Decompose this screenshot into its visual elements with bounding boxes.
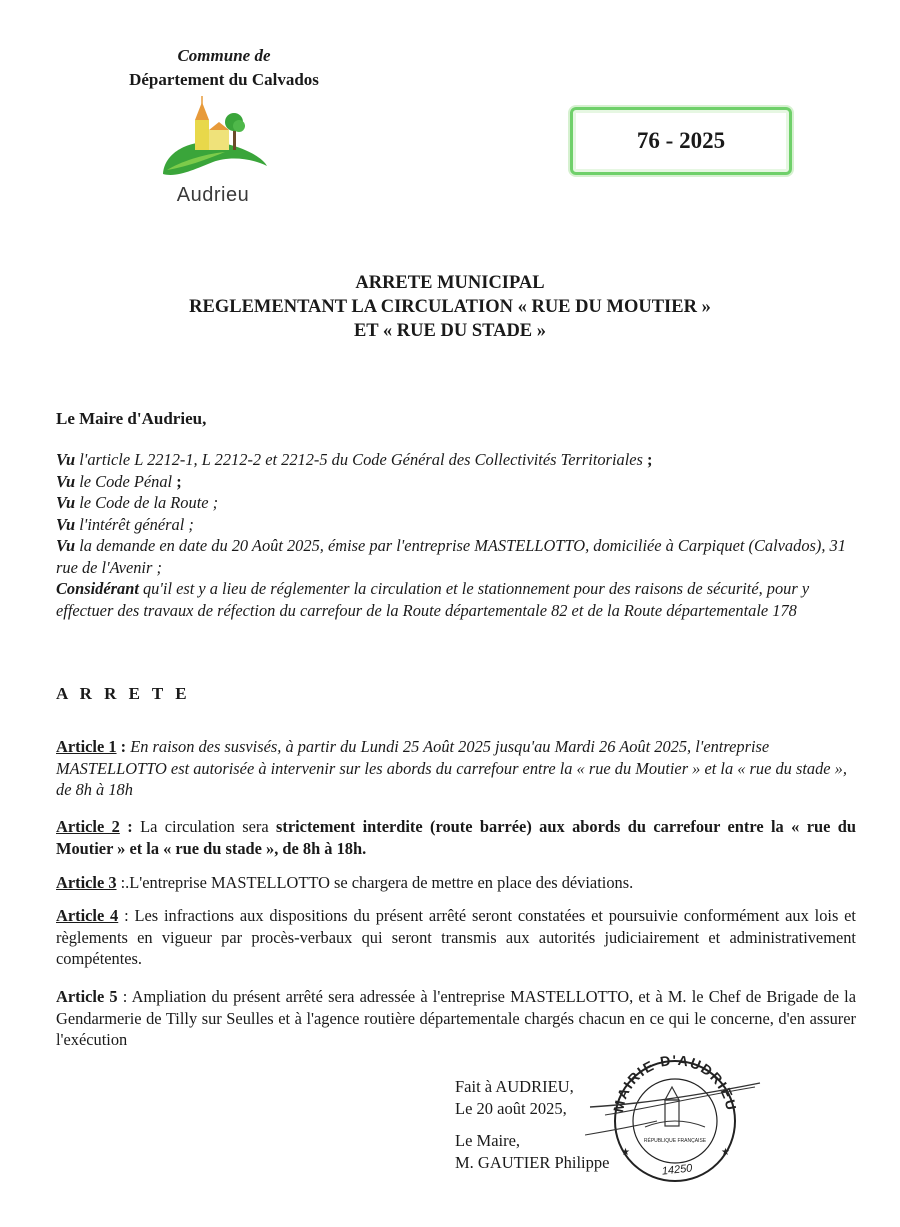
- vu-line-1: [56, 449, 856, 471]
- article-text: :.L'entreprise MASTELLOTTO se chargera de mettre en place des déviations.: [116, 873, 634, 892]
- vu-text: l'article L 2212-1, L 2212-2 et 2212-5 du Code Général des Collectivités Territoriales: [75, 450, 647, 469]
- commune-line: Commune de: [177, 46, 271, 65]
- vu-text: la demande en date du 20 Août 2025, émise par l'entreprise MASTELLOTTO, domiciliée à Carpiquet (Calvados), 31 rue de l'Avenir ;: [56, 536, 846, 577]
- arrete-heading: A R R E T E: [56, 684, 191, 703]
- svg-text:★: ★: [721, 1147, 730, 1158]
- vu-text: le Code Pénal: [75, 471, 177, 491]
- signature-date: Le 20 août 2025,: [455, 1099, 567, 1118]
- title-line-3: ET « RUE DU STADE »: [353, 321, 547, 341]
- commune-header: [108, 44, 340, 92]
- article-2: [56, 816, 856, 859]
- article-4: [56, 905, 856, 970]
- stamp-postcode: 14250: [661, 1162, 693, 1178]
- article-separator: :: [119, 817, 141, 836]
- article-text-bold: strictement interdite (route barrée) aux abords du carrefour entre la « rue du Moutier » et la « rue du stade », de 8h à 18h.: [56, 817, 857, 858]
- signature-name: M. GAUTIER Philippe: [455, 1153, 610, 1172]
- considerant-text: qu'il est y a lieu de réglementer la circulation et le stationnement pour des raisons de sécurité, pour y effectuer des travaux de réfection du carrefour de la Route départementale 82 et de la Route départementale 178: [56, 579, 810, 620]
- article-3: [56, 872, 856, 894]
- vu-lead: Vu: [56, 536, 76, 555]
- vu-text: le Code de la Route ;: [75, 493, 219, 512]
- article-label: Article 4: [56, 906, 119, 925]
- department-line: Département du Calvados: [129, 70, 319, 89]
- vu-line-5: [56, 535, 856, 578]
- article-text: En raison des susvisés, à partir du Lundi 25 Août 2025 jusqu'au Mardi 26 Août 2025, l'entreprise MASTELLOTTO est autorisée à intervenir sur les abords du carrefour entre la « rue du Moutier » et la « rue du stade », de 8h à 18h: [56, 737, 847, 799]
- vu-line-2: [56, 471, 856, 493]
- stamp-ring-text: MAIRIE D'AUDRIEU: [610, 1051, 740, 1114]
- reference-number: 76 - 2025: [570, 107, 792, 175]
- vu-lead: Vu: [56, 514, 76, 534]
- article-5: [56, 986, 856, 1051]
- article-label: Article 5: [56, 987, 118, 1006]
- svg-text:★: ★: [621, 1147, 630, 1158]
- vu-block: [56, 449, 856, 621]
- mairie-stamp: [585, 1045, 765, 1185]
- article-text: La circulation sera: [140, 817, 277, 836]
- vu-lead: Vu: [56, 493, 76, 512]
- vu-line-3: [56, 492, 856, 514]
- vu-end: ;: [647, 450, 653, 469]
- article-text: : Ampliation du présent arrêté sera adressée à l'entreprise MASTELLOTTO, et à M. le Chef de Brigade de la Gendarmerie de Tilly sur Seulles et à l'agence routière départementale chargés chacun en ce qui le concerne, d'en assurer l'exécution: [56, 987, 856, 1049]
- article-text: : Les infractions aux dispositions du présent arrêté seront constatées et poursuivie conformément aux lois et règlements en vigueur par procès-verbaux qui seront transmis aux autorités judiciairement et administrativement compétentes.: [56, 906, 856, 968]
- stamp-inner-text: RÉPUBLIQUE FRANÇAISE: [643, 1138, 707, 1144]
- title-line-2: REGLEMENTANT LA CIRCULATION « RUE DU MOUTIER »: [189, 297, 711, 317]
- article-1: [56, 736, 856, 801]
- vu-line-4: [56, 514, 856, 536]
- vu-lead: Vu: [56, 450, 76, 469]
- mayor-heading: Le Maire d'Audrieu,: [56, 409, 207, 428]
- article-label: Article 3: [56, 873, 117, 892]
- article-label: Article 1: [56, 737, 117, 756]
- title-line-1: ARRETE MUNICIPAL: [355, 273, 545, 293]
- signature-place: Fait à AUDRIEU,: [455, 1077, 574, 1096]
- vu-lead: Vu: [56, 471, 76, 491]
- document-title: [60, 271, 840, 343]
- article-label: Article 2: [56, 817, 120, 836]
- article-separator: :: [116, 737, 131, 756]
- considerant-lead: Considérant: [56, 579, 139, 598]
- vu-end: ;: [176, 471, 182, 491]
- signature-role: Le Maire,: [455, 1131, 521, 1150]
- logo-caption: Audrieu: [176, 184, 250, 206]
- vu-text: l'intérêt général ;: [75, 514, 194, 534]
- considerant-line: [56, 578, 856, 621]
